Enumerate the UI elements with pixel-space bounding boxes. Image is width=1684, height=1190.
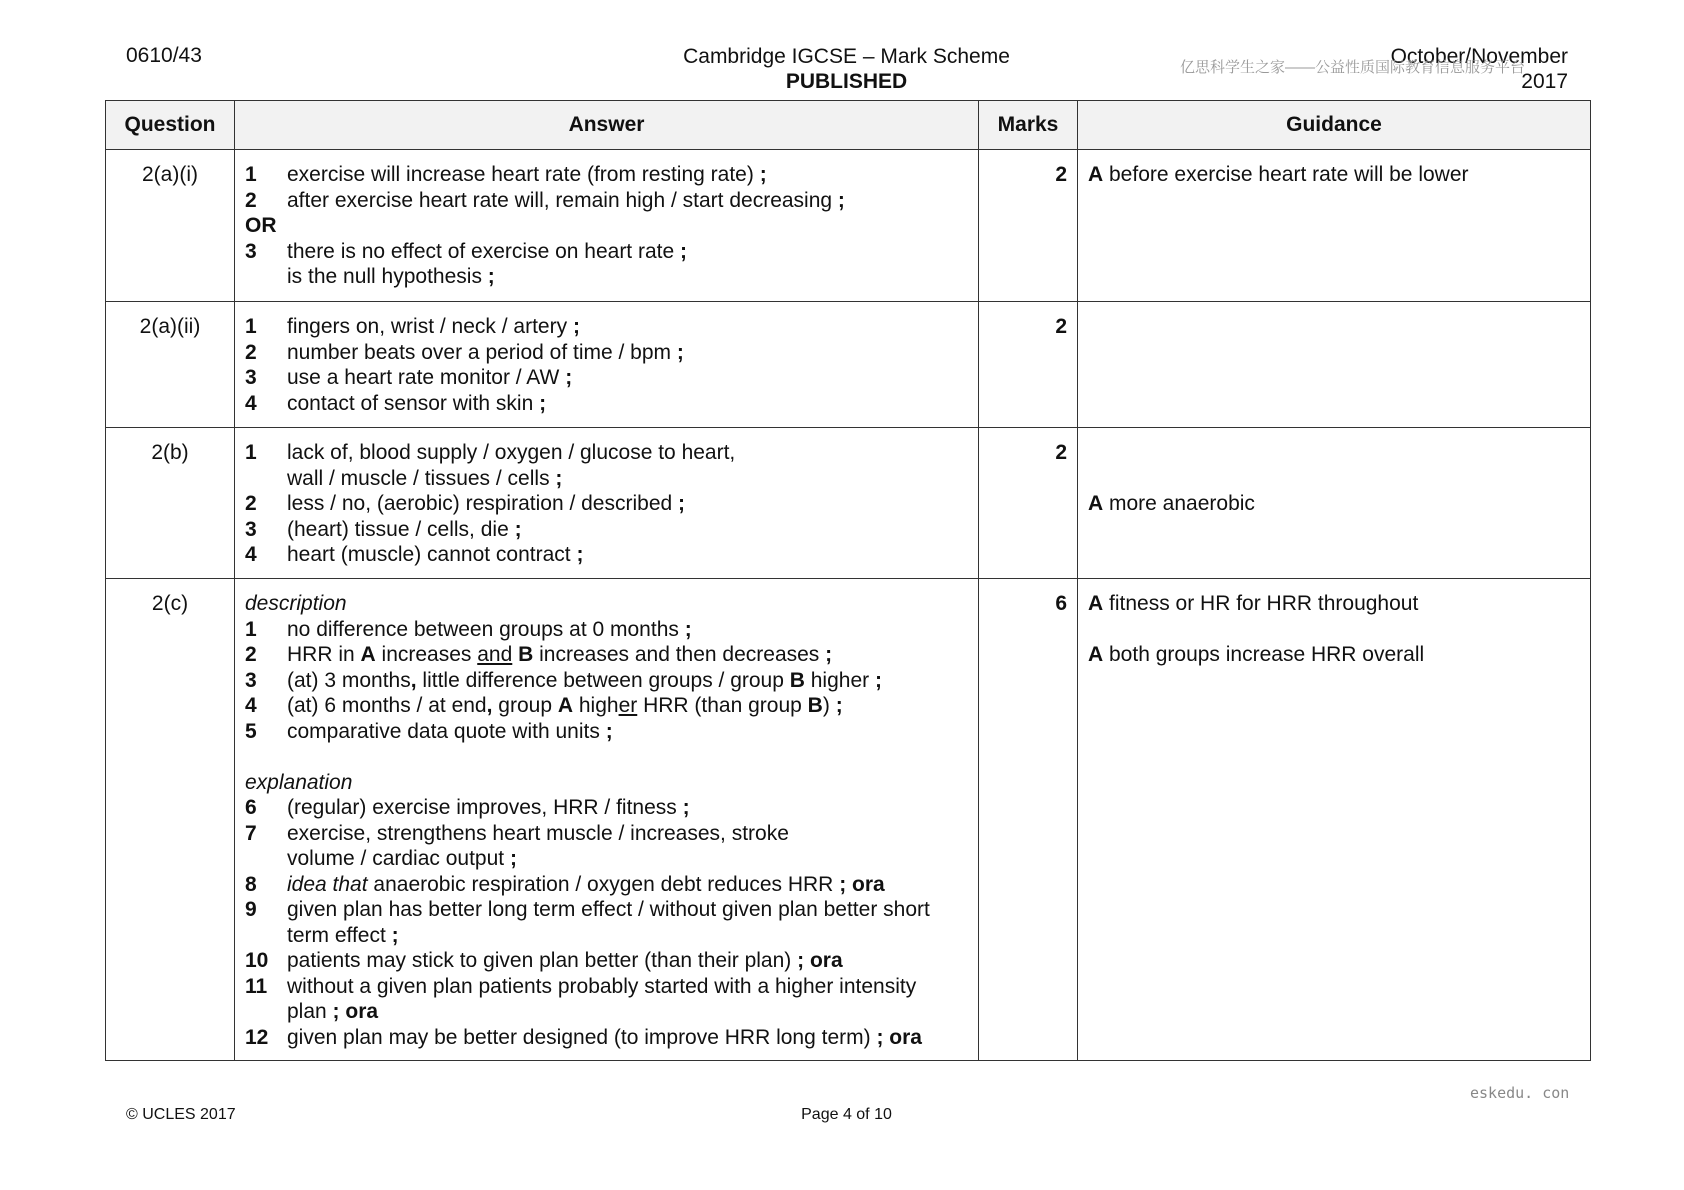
answer-line: 5 comparative data quote with units ; <box>245 719 613 743</box>
guidance-cell <box>1078 428 1591 579</box>
page-number: Page 4 of 10 <box>801 1106 892 1123</box>
marks-cell: 2 <box>979 428 1078 579</box>
year-text: 2017 <box>1521 70 1568 93</box>
guidance-line: A fitness or HR for HRR throughout <box>1088 592 1419 615</box>
or-label: OR <box>245 214 277 237</box>
answer-cell <box>235 579 979 1061</box>
table-row <box>106 579 1591 1061</box>
answer-continuation: volume / cardiac output ; <box>287 847 517 870</box>
guidance-line: A both groups increase HRR overall <box>1088 643 1425 666</box>
marks-cell: 2 <box>979 302 1078 428</box>
answer-line: 2 after exercise heart rate will, remain high / start decreasing ; <box>245 188 845 212</box>
answer-line: 1 fingers on, wrist / neck / artery ; <box>245 315 580 338</box>
answer-line: 2 number beats over a period of time / bpm ; <box>245 340 684 364</box>
col-marks: Marks <box>979 101 1078 150</box>
answer-line: 12 given plan may be better designed (to improve HRR long term) ; ora <box>245 1025 922 1049</box>
guidance-cell <box>1078 302 1591 428</box>
answer-line: 3 use a heart rate monitor / AW ; <box>245 366 573 389</box>
answer-continuation: term effect ; <box>287 923 399 947</box>
site-watermark: eskedu. con <box>1470 1084 1570 1102</box>
col-question: Question <box>106 101 235 150</box>
answer-line: 2 HRR in A increases and B increases and then decreases ; <box>245 643 833 666</box>
guidance-cell <box>1078 150 1591 302</box>
answer-line: 1 exercise will increase heart rate (from resting rate) ; <box>245 163 767 186</box>
answer-line: 3 there is no effect of exercise on heart rate ; <box>245 239 688 263</box>
table-row <box>106 150 1591 302</box>
section-label: explanation <box>245 770 353 794</box>
marks-cell: 2 <box>979 150 1078 302</box>
answer-line: 4 heart (muscle) cannot contract ; <box>245 543 584 566</box>
answer-line: 1 lack of, blood supply / oxygen / glucose to heart, <box>245 441 736 464</box>
session-text: October/November <box>1390 45 1568 68</box>
answer-cell <box>235 302 979 428</box>
answer-line: 6 (regular) exercise improves, HRR / fitness ; <box>245 796 690 819</box>
answer-line: 3 (heart) tissue / cells, die ; <box>245 517 522 541</box>
answer-continuation: is the null hypothesis ; <box>287 265 495 288</box>
answer-cell <box>235 428 979 579</box>
section-label: description <box>245 592 347 615</box>
col-answer: Answer <box>235 101 979 150</box>
copyright: © UCLES 2017 <box>126 1106 236 1123</box>
table-row <box>106 428 1591 579</box>
question-cell: 2(b) <box>106 428 235 579</box>
answer-line: 11 without a given plan patients probably started with a higher intensity <box>245 974 917 998</box>
header-row <box>106 101 1591 150</box>
answer-continuation: wall / muscle / tissues / cells ; <box>287 466 563 490</box>
table-row <box>106 302 1591 428</box>
answer-line: 4 contact of sensor with skin ; <box>245 391 547 415</box>
question-cell: 2(a)(ii) <box>106 302 235 428</box>
answer-line: 8 idea that anaerobic respiration / oxygen debt reduces HRR ; ora <box>245 872 885 896</box>
answer-line: 9 given plan has better long term effect / without given plan better short <box>245 898 930 921</box>
guidance-cell <box>1078 579 1591 1061</box>
answer-cell <box>235 150 979 302</box>
guidance-line: A more anaerobic <box>1088 492 1255 515</box>
question-cell: 2(c) <box>106 579 235 1061</box>
paper-code: 0610/43 <box>126 44 202 67</box>
answer-line: 4 (at) 6 months / at end, group A higher HRR (than group B) ; <box>245 694 843 717</box>
col-guidance: Guidance <box>1078 101 1591 150</box>
guidance-line: A before exercise heart rate will be lower <box>1088 163 1469 186</box>
status-label: PUBLISHED <box>785 70 908 93</box>
marks-cell: 6 <box>979 579 1078 1061</box>
answer-line: 10 patients may stick to given plan better (than their plan) ; ora <box>245 949 843 972</box>
answer-line: 3 (at) 3 months, little difference between groups / group B higher ; <box>245 668 882 692</box>
mark-scheme-table <box>105 100 1591 1061</box>
title-text: Cambridge IGCSE – Mark Scheme <box>683 45 1010 68</box>
answer-continuation: plan ; ora <box>287 1000 379 1023</box>
answer-line: 1 no difference between groups at 0 months ; <box>245 617 692 641</box>
question-cell: 2(a)(i) <box>106 150 235 302</box>
watermark-text: 亿思科学生之家——公益性质国际教育信息服务平台 <box>1180 59 1526 76</box>
answer-line: 2 less / no, (aerobic) respiration / described ; <box>245 492 686 515</box>
answer-line: 7 exercise, strengthens heart muscle / increases, stroke <box>245 821 789 845</box>
